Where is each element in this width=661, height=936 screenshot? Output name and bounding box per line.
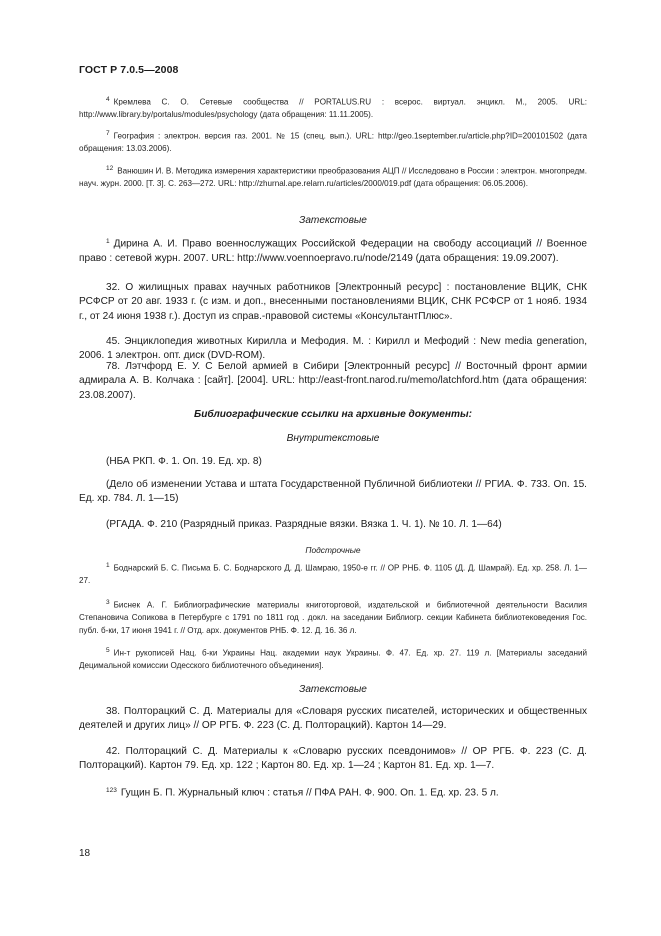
reference-number: 123 (106, 787, 117, 794)
intext-heading: Внутритекстовые (286, 433, 380, 444)
footnote-4 (79, 94, 587, 122)
reference-item: 78. Лэтчфорд Е. У. С Белой армией в Сибири [Электронный ресурс] // Восточный фронт армии адмирала А. В. Колчака : [сайт]. [2004]. URL: http://east-front.narod.ru/memo/latchford.htm (дата обращения: 23.08.2007). (79, 361, 587, 401)
subline-footnote (79, 597, 587, 637)
footnote-text: Боднарский Б. С. Письма Б. С. Боднарского Д. Д. Шамраю, 1950-е гг. // ОР РНБ. Ф. 1105 (Д. Д. Шамрай). Ед. хр. 258. Л. 1—27. (79, 563, 587, 585)
subline-footnote (79, 645, 587, 673)
footnote-number: 7 (106, 130, 110, 137)
document-header: ГОСТ Р 7.0.5—2008 (79, 64, 179, 76)
footnote-number: 3 (106, 599, 110, 606)
footnote-number: 1 (106, 562, 110, 569)
footnote-text: Кремлева С. О. Сетевые сообщества // PORTALUS.RU : всерос. виртуал. энцикл. М., 2005. URL: http://www.library.by/portalus/modules/psychology (дата обращения: 11.11.2005). (79, 97, 587, 119)
footnote-number: 12 (106, 165, 114, 172)
intext-reference: (Дело об изменении Устава и штата Государственной Публичной библиотеки // РГИА. Ф. 733. Оп. 15. Ед. хр. 784. Л. 1—15) (79, 479, 587, 505)
reference-item (79, 784, 587, 801)
reference-item: 42. Полторацкий С. Д. Материалы к «Словарю русских псевдонимов» // ОР РГБ. Ф. 223 (С. Д. Полторацкий). Картон 79. Ед. хр. 122 ; Картон 80. Ед. хр. 1—24 ; Картон 81. Ед. хр. 1—7. (79, 746, 587, 772)
reference-item: 38. Полторацкий С. Д. Материалы для «Словаря русских писателей, исторических и общественных деятелей и других лиц» // ОР РГБ. Ф. 223 (С. Д. Полторацкий). Картон 14—29. (79, 706, 587, 732)
page-number: 18 (79, 848, 91, 859)
footnote-7 (79, 128, 587, 156)
subline-footnote (79, 560, 587, 588)
section-heading-after-text: Затекстовые (299, 215, 367, 226)
intext-reference: (РГАДА. Ф. 210 (Разрядный приказ. Разрядные вязки. Вязка 1. Ч. 1). № 10. Л. 1—64) (106, 519, 502, 530)
reference-item (79, 235, 587, 266)
footnote-text: Ин-т рукописей Нац. б-ки Украины Нац. академии наук Украины. Ф. 47. Ед. хр. 27. 119 л. [Материалы заседаний Децимальной комиссии Одесского библиотечного объединения]. (79, 648, 587, 670)
footnote-text: Ванюшин И. В. Методика измерения характеристики преобразования АЦП // Исследовано в России : электрон. многопредм. науч. журн. 2000. [Т. 3]. С. 263—272. URL: http://zhurnal.ape.relarn.ru/articles/2000/019.pdf (дата обращения: 06.05.2006). (79, 166, 587, 188)
archive-heading: Библиографические ссылки на архивные документы: (194, 409, 472, 420)
section-heading-after-text-archive: Затекстовые (299, 684, 367, 695)
footnote-12 (79, 163, 587, 191)
footnote-number: 5 (106, 647, 110, 654)
subline-heading: Подстрочные (305, 545, 361, 555)
reference-text: Гущин Б. П. Журнальный ключ : статья // ПФА РАН. Ф. 900. Оп. 1. Ед. хр. 23. 5 л. (120, 787, 499, 799)
reference-item: 45. Энциклопедия животных Кирилла и Мефодия. М. : Кирилл и Мефодий : New media generation, 2006. 1 электрон. опт. диск (DVD-ROM). (79, 336, 587, 362)
reference-number: 1 (106, 238, 110, 245)
footnote-text: География : электрон. версия газ. 2001. № 15 (спец. вып.). URL: http://geo.1september.ru/article.php?ID=200101502 (дата обращения: 13.03.2006). (79, 131, 587, 153)
reference-text: Дирина А. И. Право военнослужащих Российской Федерации на свободу ассоциаций // Военное право : сетевой журн. 2007. URL: http://www.voennoepravo.ru/node/2149 (дата обращения: 19.09.2007). (79, 238, 587, 264)
footnote-text: Биснек А. Г. Библиографические материалы книготорговой, издательской и библиотечной деятельности Василия Степановича Сопикова в Петербурге с 1791 по 1811 год . докл. на заседании Библиогр. секции Кабинета библиотековедения Гос. публ. б-ки, 17 июня 1941 г. // Отд. арх. документов РНБ. Ф. 12. Д. 16. 36 л. (79, 600, 587, 635)
intext-reference: (НБА РКП. Ф. 1. Оп. 19. Ед. хр. 8) (106, 456, 262, 467)
footnote-number: 4 (106, 96, 110, 103)
reference-item: 32. О жилищных правах научных работников [Электронный ресурс] : постановление ВЦИК, СНК РСФСР от 20 авг. 1933 г. (с изм. и доп., внесенными постановлениями ВЦИК, СНК РСФСР от 1 нояб. 1934 г., от 24 июня 1938 г.). Доступ из справ.-правовой системы «КонсультантПлюс». (79, 282, 587, 322)
